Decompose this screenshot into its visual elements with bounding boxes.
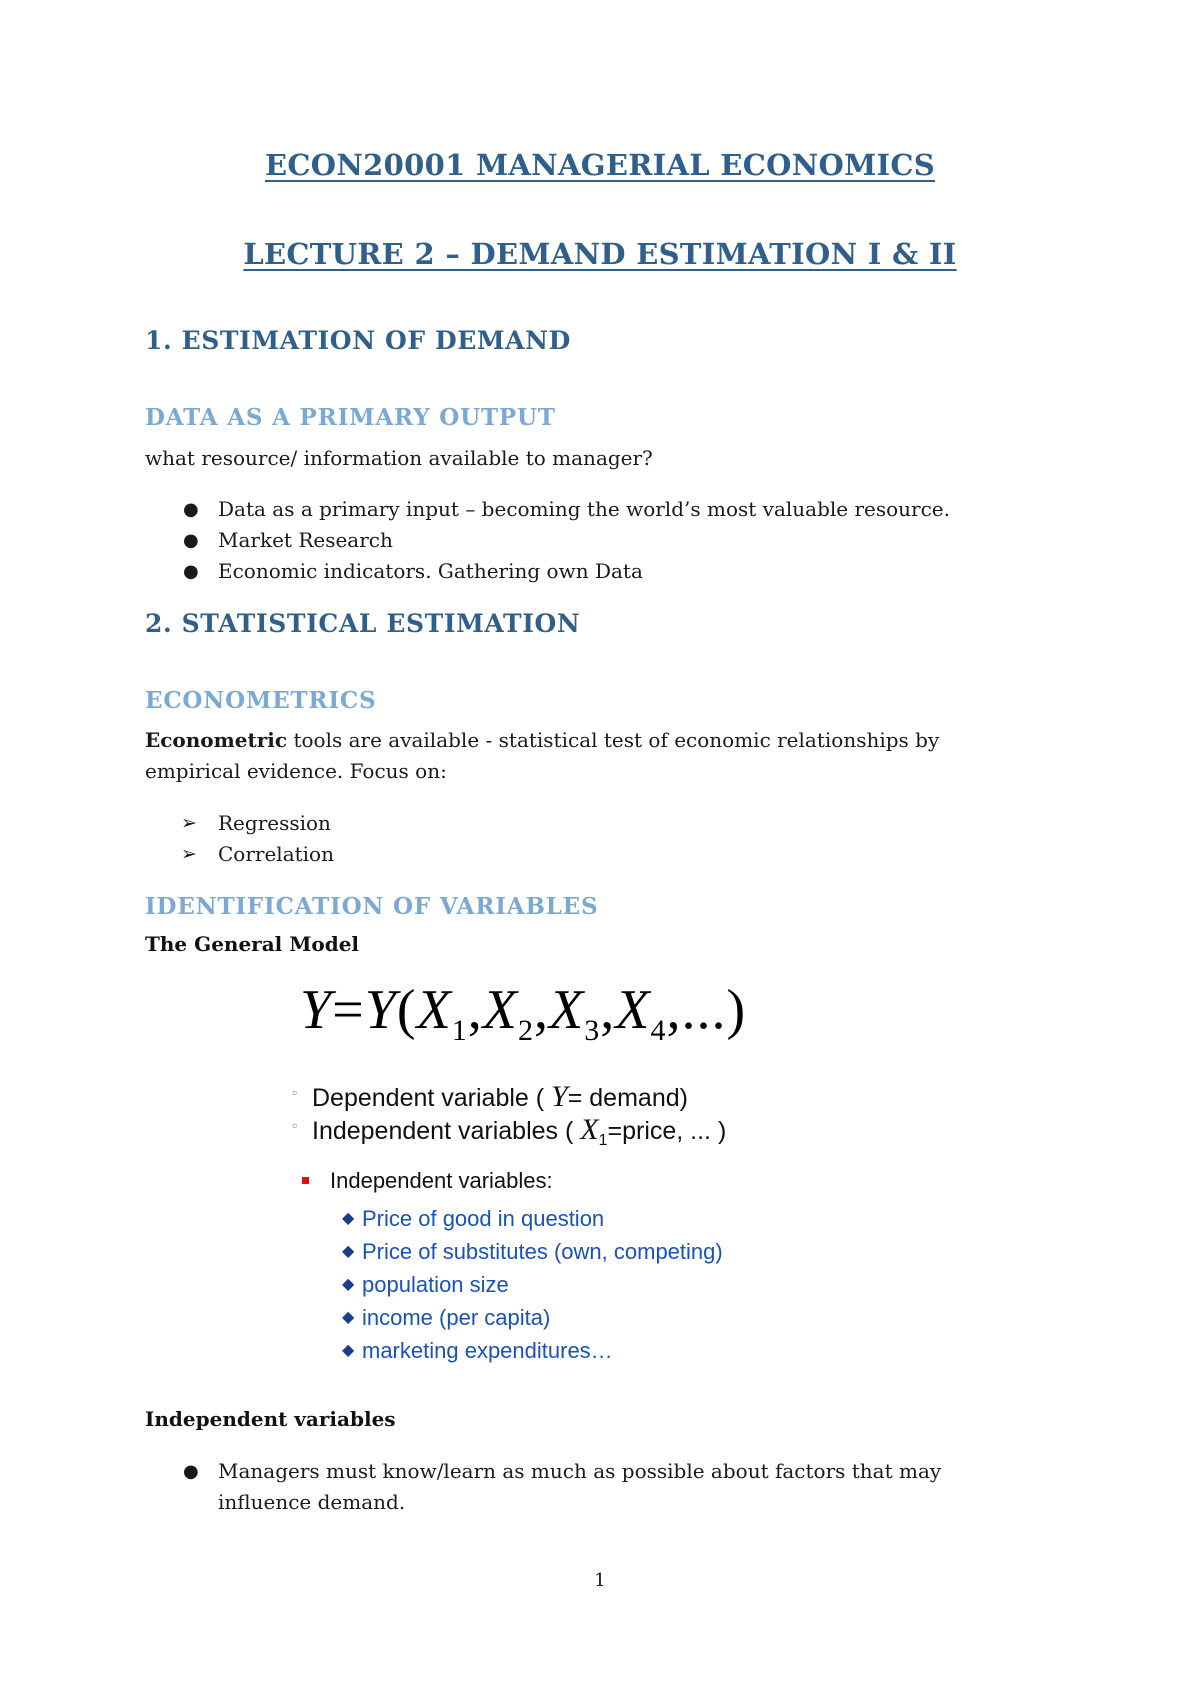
subheading-econometrics: ECONOMETRICS bbox=[145, 687, 377, 714]
dependent-variable-line: ▫ Dependent variable ( Y= demand) bbox=[292, 1080, 688, 1113]
list-item: ● Managers must know/learn as much as possible about factors that may influence demand. bbox=[145, 1456, 941, 1518]
list-item: ➢ Regression bbox=[145, 808, 334, 839]
diamond-bullet-icon: ◆ bbox=[342, 1309, 355, 1326]
course-title: ECON20001 MANAGERIAL ECONOMICS bbox=[265, 148, 935, 182]
list-item: ➢ Correlation bbox=[145, 839, 334, 870]
iv-slide-title: Independent variables: bbox=[330, 1168, 553, 1194]
bullet-icon: ● bbox=[183, 530, 199, 551]
diamond-bullet-icon: ◆ bbox=[342, 1342, 355, 1359]
bullet-icon: ● bbox=[183, 561, 199, 582]
list-item: ◆ population size bbox=[342, 1268, 723, 1301]
arrow-bullet-icon: ➢ bbox=[181, 812, 197, 834]
subheading-identification: IDENTIFICATION OF VARIABLES bbox=[145, 893, 599, 920]
bullet-icon: ● bbox=[183, 499, 199, 520]
list-item: ◆ marketing expenditures… bbox=[342, 1334, 723, 1367]
section-heading-estimation: 1. ESTIMATION OF DEMAND bbox=[145, 326, 571, 355]
diamond-bullet-icon: ◆ bbox=[342, 1276, 355, 1293]
list-item: ● Market Research bbox=[145, 525, 950, 556]
page-number: 1 bbox=[594, 1570, 606, 1591]
lecture-title: LECTURE 2 – DEMAND ESTIMATION I & II bbox=[243, 237, 957, 271]
focus-list bbox=[145, 808, 334, 870]
small-bullet-icon: ▫ bbox=[292, 1117, 297, 1133]
small-bullet-icon: ▫ bbox=[292, 1084, 297, 1100]
general-model-formula: $Y=Y(X_1,X_2,X_3,X_4,...)$ bbox=[300, 979, 747, 1047]
red-square-bullet-icon bbox=[302, 1177, 309, 1184]
general-model-label: The General Model bbox=[145, 932, 360, 956]
model-slide-image bbox=[280, 970, 940, 1370]
list-item: ● Data as a primary input – becoming the world’s most valuable resource. bbox=[145, 494, 950, 525]
section-heading-statistical: 2. STATISTICAL ESTIMATION bbox=[145, 609, 581, 638]
list-item: ● Economic indicators. Gathering own Data bbox=[145, 556, 950, 587]
subheading-data-output: DATA AS A PRIMARY OUTPUT bbox=[145, 404, 556, 431]
independent-variable-line: ▫ Independent variables ( $X_1=price$, ... ) bbox=[292, 1113, 727, 1149]
econometrics-paragraph: Econometric tools are available - statistical test of economic relationships by empirical evidence. Focus on: bbox=[145, 728, 940, 783]
iv-bullet-list bbox=[145, 1456, 941, 1518]
list-item: ◆ income (per capita) bbox=[342, 1301, 723, 1334]
iv-slide-list bbox=[342, 1202, 723, 1367]
intro-text: what resource/ information available to manager? bbox=[145, 446, 653, 470]
arrow-bullet-icon: ➢ bbox=[181, 843, 197, 865]
list-item: ◆ Price of substitutes (own, competing) bbox=[342, 1235, 723, 1268]
bullet-icon: ● bbox=[183, 1461, 199, 1482]
diamond-bullet-icon: ◆ bbox=[342, 1243, 355, 1260]
econometric-term: Econometric bbox=[145, 728, 288, 752]
diamond-bullet-icon: ◆ bbox=[342, 1210, 355, 1227]
iv-heading: Independent variables bbox=[145, 1407, 396, 1431]
data-bullet-list bbox=[145, 494, 950, 587]
list-item: ◆ Price of good in question bbox=[342, 1202, 723, 1235]
